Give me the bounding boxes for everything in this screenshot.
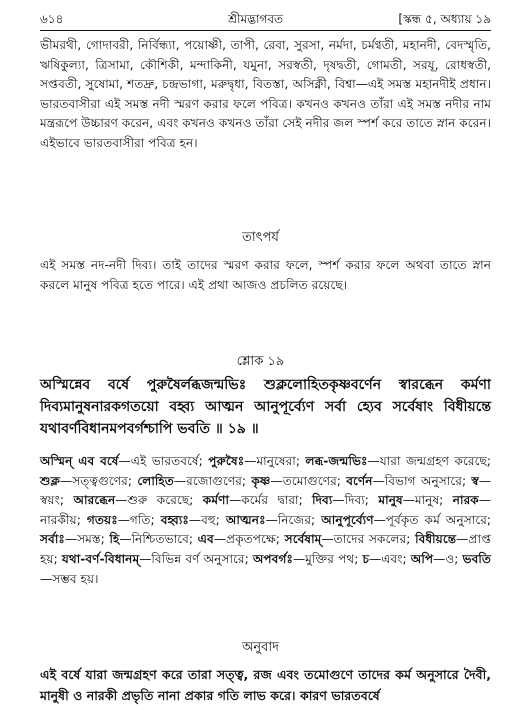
purport-text: এই সমস্ত নদ-নদী দিব্য। তাই তাদের স্মরণ করার ফলে, স্পর্শ করার ফলে অথবা তাতে স্নান করলে মানুষ পবিত্র হতে পারে। এই প্রথা আজও প্রচলিত রয়েছে। (40, 258, 491, 292)
synonym-word: এব (197, 532, 214, 547)
synonym-meaning: স্বয়ং; (40, 493, 64, 508)
synonym-entry: ভবতি—সম্ভব হয়। (40, 551, 492, 586)
header-rule (40, 30, 491, 31)
translation-heading: অনুবাদ (242, 640, 279, 655)
synonym-meaning: নিশ্চিতভাবে; (131, 532, 194, 547)
synonym-meaning: এই ভারতবর্ষে; (130, 454, 203, 468)
synonym-entry: সর্বেষাম্—তাদের সকলের; (284, 532, 411, 547)
synonym-meaning: গতি; (129, 512, 155, 527)
synonym-word: বিধীয়ন্তে (415, 532, 457, 547)
synonym-meaning: কর্মের দ্বারা; (241, 493, 303, 508)
synonyms-paragraph (40, 452, 491, 589)
synonym-entry: কৃষ্ণ—তমোগুণের; (251, 473, 341, 488)
synonym-word: লব্ধ-জন্মভিঃ (305, 454, 368, 468)
synonym-meaning: পূর্বকৃত কর্ম অনুসারে; (385, 512, 492, 527)
synonym-entry: আনুপূর্ব্যেণ—পূর্বকৃত কর্ম অনুসারে; (321, 512, 492, 527)
synonym-word: সর্বেষাম্ (284, 532, 322, 547)
synonym-entry: এব—প্রকৃতপক্ষে; (197, 532, 280, 547)
synonym-word: অস্মিন্ এব বর্ষে (40, 454, 119, 468)
river-paragraph: ভীমরথী, গোদাবরী, নির্বিন্ধ্যা, পয়োষ্ণী, তাপী, রেবা, সুরসা, নর্মদা, চর্মণ্বতী, মহানদী, বেদস্মৃতি, ঋষিকুল্যা, ত্রিসামা, কৌশিকী, মন্দাকিনী, যমুনা, সরস্বতী, দৃষদ্বতী, গোমতী, সরযূ, রোধস্বতী, সপ্তবতী, সুষোমা, শতদ্রু, চন্দ্রভাগা, মরুদ্বৃধা, বিতস্তা, অসিক্নী, বিশ্বা—এই সমস্ত মহানদীই প্রধান। ভারতবাসীরা এই সমস্ত নদী স্মরণ করার ফলে পবিত্র। কখনও কখনও তাঁরা এই সমস্ত নদীর নাম মন্ত্ররূপে উচ্চারণ করেন, এবং কখনও কখনও তাঁরা সেই নদীর জল স্পর্শ করে তাতে স্নান করেন। এইভাবে ভারতবাসীরা পবিত্র হন। (40, 38, 491, 150)
synonym-entry: বহ্ব্যঃ—বহু; (160, 512, 220, 527)
synonym-entry: আত্মনঃ—নিজের; (225, 512, 316, 527)
verse-text: অস্মিন্নেব বর্ষে পুরুষৈর্লব্ধজন্মভিঃ শুক্ললোহিতকৃষ্ণবর্ণেন স্বারব্ধেন কর্মণা দিব্যমানুষনারকগতয়ো বহ্ব্য আত্মন আনুপূর্ব্যেণ সর্বা হ্যেব সর্বেষাং বিধীয়ন্তে যথাবর্ণবিধানমপবর্গশ্চাপি ভবতি ॥ ১৯ ॥ (40, 377, 491, 437)
synonym-entry: লব্ধ-জন্মভিঃ—যারা জন্মগ্রহণ করেছে; (305, 454, 492, 468)
page-header (40, 8, 491, 30)
synonym-meaning: সত্ত্বগুণের; (72, 473, 132, 488)
synonym-meaning: মুক্তির পথ; (305, 551, 359, 566)
synonym-entry: বর্ণেন—বিভাগ অনুসারে; (346, 473, 467, 488)
synonym-word: অপি (410, 551, 434, 566)
synonym-word: নারক (452, 493, 479, 508)
synonym-word: দিব্য (312, 493, 333, 508)
synonym-meaning: প্রকৃতপক্ষে; (226, 532, 280, 547)
synonym-word: বহ্ব্যঃ (160, 512, 189, 527)
synonym-word: আত্মনঃ (225, 512, 266, 527)
synonym-word: আরব্ধেন (73, 493, 116, 508)
synonym-word: পুরুষৈঃ (208, 454, 245, 468)
synonym-word: সর্বাঃ (40, 532, 65, 547)
synonym-meaning: তমোগুণের; (282, 473, 341, 488)
synonym-entry: যথা-বর্ণ-বিধানম্—বিভিন্ন বর্ণ অনুসারে; (61, 551, 249, 566)
synonym-entry: স্ব—স্বয়ং; (40, 473, 492, 508)
synonym-entry: চ—এবং; (362, 551, 407, 566)
synonym-word: কর্মণা (202, 493, 229, 508)
synonym-word: শুক্ল (40, 473, 61, 488)
synonym-meaning: সম্ভব হয়। (52, 571, 99, 586)
synonym-meaning: ও; (445, 551, 459, 566)
synonym-word: মানুষ (378, 493, 403, 508)
synonym-meaning: বিভিন্ন বর্ণ অনুসারে; (151, 551, 249, 566)
page-number: ৬১৪ (40, 12, 64, 26)
book-title: শ্রীমদ্ভাগবত (228, 12, 284, 26)
synonym-meaning: বিভাগ অনুসারে; (384, 473, 467, 488)
synonym-meaning: যারা জন্মগ্রহণ করেছে; (379, 454, 492, 468)
synonym-word: আনুপূর্ব্যেণ (321, 512, 374, 527)
synonym-word: লোহিত (137, 473, 174, 488)
synonym-meaning: মানুষেরা; (256, 454, 300, 468)
synonym-entry: আরব্ধেন—শুরু করেছে; (73, 493, 194, 508)
synonym-entry: শুক্ল—সত্ত্বগুণের; (40, 473, 132, 488)
synonym-meaning: নিজের; (277, 512, 316, 527)
synonym-entry: সর্বাঃ—সমস্ত; (40, 532, 105, 547)
synonym-entry: দিব্য—দিব্য; (312, 493, 369, 508)
section-reference: [স্কন্ধ ৫, অধ্যায় ১৯ (398, 12, 491, 26)
synonym-entry: হি—নিশ্চিতভাবে; (109, 532, 194, 547)
synonym-word: হি (109, 532, 120, 547)
synonym-meaning: নারকীয়; (40, 512, 81, 527)
synonym-meaning: দিব্য; (344, 493, 369, 508)
synonym-entry: অপি—ও; (410, 551, 459, 566)
synonym-word: স্ব (471, 473, 479, 488)
synonym-entry: লোহিত—রজোগুণের; (137, 473, 247, 488)
synonym-entry: পুরুষৈঃ—মানুষেরা; (208, 454, 300, 468)
synonym-entry: কর্মণা—কর্মের দ্বারা; (202, 493, 303, 508)
synonym-meaning: সমস্ত; (77, 532, 105, 547)
synonym-entry: অপবর্গঃ—মুক্তির পথ; (252, 551, 359, 566)
translation-text: এই বর্ষে যারা জন্মগ্রহণ করে তারা সত্ত্ব, রজ এবং তমোগুণে তাদের কর্ম অনুসারে দৈবী, মানুষী ও নারকী প্রভৃতি নানা প্রকার গতি লাভ করে। কারণ ভারতবর্ষে (40, 667, 491, 703)
synonym-meaning: বহু; (201, 512, 220, 527)
synonym-word: কৃষ্ণ (251, 473, 271, 488)
synonym-meaning: শুরু করেছে; (127, 493, 194, 508)
synonym-word: বর্ণেন (346, 473, 373, 488)
synonym-entry: অস্মিন্ এব বর্ষে—এই ভারতবর্ষে; (40, 454, 203, 468)
synonym-word: যথা-বর্ণ-বিধানম্ (61, 551, 140, 566)
synonym-meaning: মানুষ; (414, 493, 444, 508)
purport-heading: তাৎপর্য (242, 230, 279, 245)
synonym-entry: বিধীয়ন্তে—প্রাপ্ত হয়; (40, 532, 491, 566)
synonym-word: অপবর্গঃ (252, 551, 293, 566)
synonym-meaning: তাদের সকলের; (333, 532, 411, 547)
synonym-entry: নারক—নারকীয়; (40, 493, 491, 527)
verse-heading: শ্লোক ১৯ (236, 354, 285, 369)
synonym-entry: গতয়ঃ—গতি; (86, 512, 155, 527)
synonym-word: গতয়ঃ (86, 512, 118, 527)
synonym-meaning: রজোগুণের; (186, 473, 247, 488)
synonym-word: ভবতি (462, 551, 492, 566)
synonym-word: চ (362, 551, 370, 566)
synonym-meaning: প্রাপ্ত হয়; (40, 532, 491, 566)
synonym-meaning: এবং; (381, 551, 407, 566)
synonym-entry: মানুষ—মানুষ; (378, 493, 444, 508)
